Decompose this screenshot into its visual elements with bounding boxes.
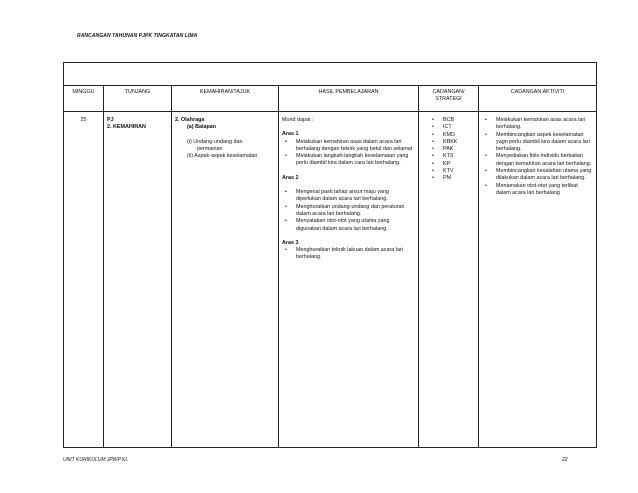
blank-top-row — [64, 63, 597, 86]
list-item: • Menghuraikan undang-undang dan peraturan dalam acara lari berhalang. — [282, 204, 415, 219]
tunjang-line: 2. KEMAHIRAN — [107, 124, 146, 131]
hasil-cell — [279, 112, 419, 448]
header-row — [64, 86, 597, 112]
tunjang-line: PJ — [107, 117, 114, 123]
list-item: • KMD — [429, 132, 475, 139]
week-cell: 25 — [64, 112, 104, 448]
list-item: • Menamakan otot-otot yang terlibat dalam acara lari berhalang — [482, 183, 593, 198]
list-item: • BCB — [429, 117, 475, 124]
list-item: • Menghuraikan teknik lakuan dalam acara lari berhalang. — [282, 247, 415, 262]
col-header-aktiviti: CADANGAN AKTIVITI — [479, 86, 597, 112]
col-header-kemahiran: KEMAHIRAN/TAJUK — [172, 86, 279, 112]
list-item: • PAK — [429, 146, 475, 153]
aktiviti-cell — [479, 112, 597, 448]
document-header: RANCANGAN TAHUNAN PJPK TINGKATAN LIMA — [77, 33, 198, 39]
col-header-minggu: MINGGU — [64, 86, 104, 112]
list-item: • Melakukan langkah-langkah keselamatan yang perlu diambil kira dalam cara lari berhalang. — [282, 153, 415, 168]
list-item: • KP — [429, 161, 475, 168]
list-item: • PM — [429, 175, 475, 182]
aras-title: Aras 1 — [282, 131, 299, 138]
col-header-tunjang: TUNJANG — [104, 86, 172, 112]
list-item: • Membincangkan kesalahan utama yang dilakukan dalam acara lari berhalang. — [482, 168, 593, 183]
aras-title: Aras 2 — [282, 174, 299, 181]
kemahiran-main: 2. Olahraga — [175, 117, 205, 123]
hasil-intro: Murid dapat : — [282, 117, 314, 123]
kemahiran-item: permainan — [197, 145, 223, 152]
col-header-hasil: HASIL PEMBELAJARAN — [279, 86, 419, 112]
table-row — [64, 112, 597, 448]
list-item: • Menyediakan folio individu berkaitan dengan kemahiran acara lari berhalang. — [482, 153, 593, 168]
list-item: • KTS — [429, 153, 475, 160]
col-header-strategi: CADANGAN/ STRATEGI — [419, 86, 479, 112]
footer-unit: UNIT KURIKULUM JPWP KL — [63, 457, 129, 463]
tunjang-cell — [104, 112, 172, 448]
list-item: • KTV — [429, 168, 475, 175]
list-item: • Membincangkan aspek keselamatan yagn perlu diambil kira dalam acara lari berhalang. — [482, 132, 593, 154]
kemahiran-item: (i) Undang-undang dan — [187, 138, 243, 145]
list-item: • ICT — [429, 124, 475, 131]
list-item: • KBKK — [429, 139, 475, 146]
kemahiran-item: (ii) Aspek-aspek keselamatan — [187, 153, 258, 160]
strategi-cell — [419, 112, 479, 448]
list-item: • Menyatakan otot-otot yang utama yang digunakan dalam acara lari berhalang. — [282, 218, 415, 233]
list-item: • Mengenal pasti tahap ansur maju yang diperlukan dalam acara lari berhalang. — [282, 189, 415, 204]
kemahiran-sub: (a) Balapan — [187, 124, 217, 131]
kemahiran-cell — [172, 112, 279, 448]
lesson-plan-table — [63, 62, 597, 448]
list-item: • Melakukan kemahiran asas acara lari berhalang. — [482, 117, 593, 132]
list-item: • Melakukan kemahiran asas dalam acara lari berhalang dengan teknik yang betul dan selamat — [282, 139, 415, 154]
page-number: 22 — [562, 457, 568, 463]
aras-title: Aras 3 — [282, 239, 299, 246]
